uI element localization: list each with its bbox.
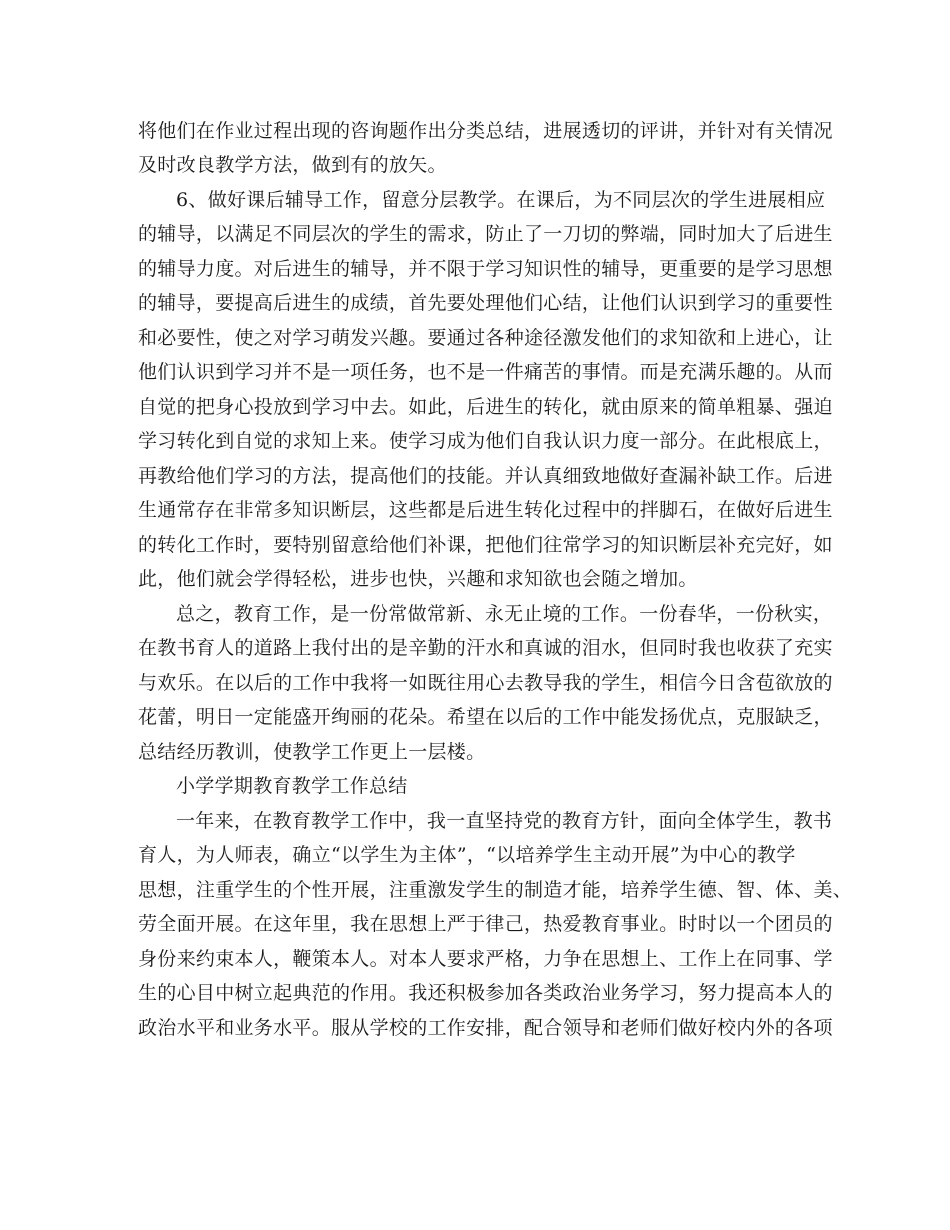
text-line: 在教书育人的道路上我付出的是辛勤的汗水和真诚的泪水，但同时我也收获了充实 [138,637,833,659]
text-line: 及时改良教学方法，做到有的放矢。 [138,154,447,176]
text-line: 身份来约束本人，鞭策本人。对本人要求严格，力争在思想上、工作上在同事、学 [138,948,833,970]
text-line: 政治水平和业务水平。服从学校的工作安排，配合领导和老师们做好校内外的各项 [138,1017,833,1039]
text-line: 育人，为人师表，确立“以学生为主体”，“以培养学生主动开展”为中心的教学 [138,844,796,866]
text-line: 劳全面开展。在这年里，我在思想上严于律己，热爱教育事业。时时以一个团员的 [138,913,833,935]
text-line: 将他们在作业过程出现的咨询题作出分类总结，进展透切的评讲，并针对有关情况 [138,120,833,142]
text-line: 思想，注重学生的个性开展，注重激发学生的制造才能，培养学生德、智、体、美、 [138,879,853,901]
text-line: 生通常存在非常多知识断层，这些都是后进生转化过程中的拌脚石，在做好后进生 [138,499,833,521]
section-heading: 小学学期教育教学工作总结 [176,775,408,797]
text-line: 总之，教育工作，是一份常做常新、永无止境的工作。一份春华，一份秋实， [176,603,833,625]
text-line: 总结经历教训，使教学工作更上一层楼。 [138,741,486,763]
text-line: 和必要性，使之对学习萌发兴趣。要通过各种途径激发他们的求知欲和上进心，让 [138,327,833,349]
text-line: 学习转化到自觉的求知上来。使学习成为他们自我认识力度一部分。在此根底上， [138,430,833,452]
text-line: 他们认识到学习并不是一项任务，也不是一件痛苦的事情。而是充满乐趣的。从而 [138,361,833,383]
text-line: 6、做好课后辅导工作，留意分层教学。在课后，为不同层次的学生进展相应 [176,189,826,211]
text-line: 的转化工作时，要特别留意给他们补课，把他们往常学习的知识断层补充完好，如 [138,534,833,556]
text-line: 一年来，在教育教学工作中，我一直坚持党的教育方针，面向全体学生，教书 [176,810,833,832]
text-line: 的辅导，要提高后进生的成绩，首先要处理他们心结，让他们认识到学习的重要性 [138,292,833,314]
text-line: 再教给他们学习的方法，提高他们的技能。并认真细致地做好查漏补缺工作。后进 [138,465,833,487]
text-line: 此，他们就会学得轻松，进步也快，兴趣和求知欲也会随之增加。 [138,568,698,590]
text-line: 与欢乐。在以后的工作中我将一如既往用心去教导我的学生，相信今日含苞欲放的 [138,672,833,694]
text-line: 自觉的把身心投放到学习中去。如此，后进生的转化，就由原来的简单粗暴、强迫 [138,396,833,418]
text-line: 花蕾，明日一定能盛开绚丽的花朵。希望在以后的工作中能发扬优点，克服缺乏， [138,706,833,728]
text-line: 的辅导力度。对后进生的辅导，并不限于学习知识性的辅导，更重要的是学习思想 [138,258,833,280]
text-line: 生的心目中树立起典范的作用。我还积极参加各类政治业务学习，努力提高本人的 [138,982,833,1004]
text-line: 的辅导，以满足不同层次的学生的需求，防止了一刀切的弊端，同时加大了后进生 [138,223,833,245]
